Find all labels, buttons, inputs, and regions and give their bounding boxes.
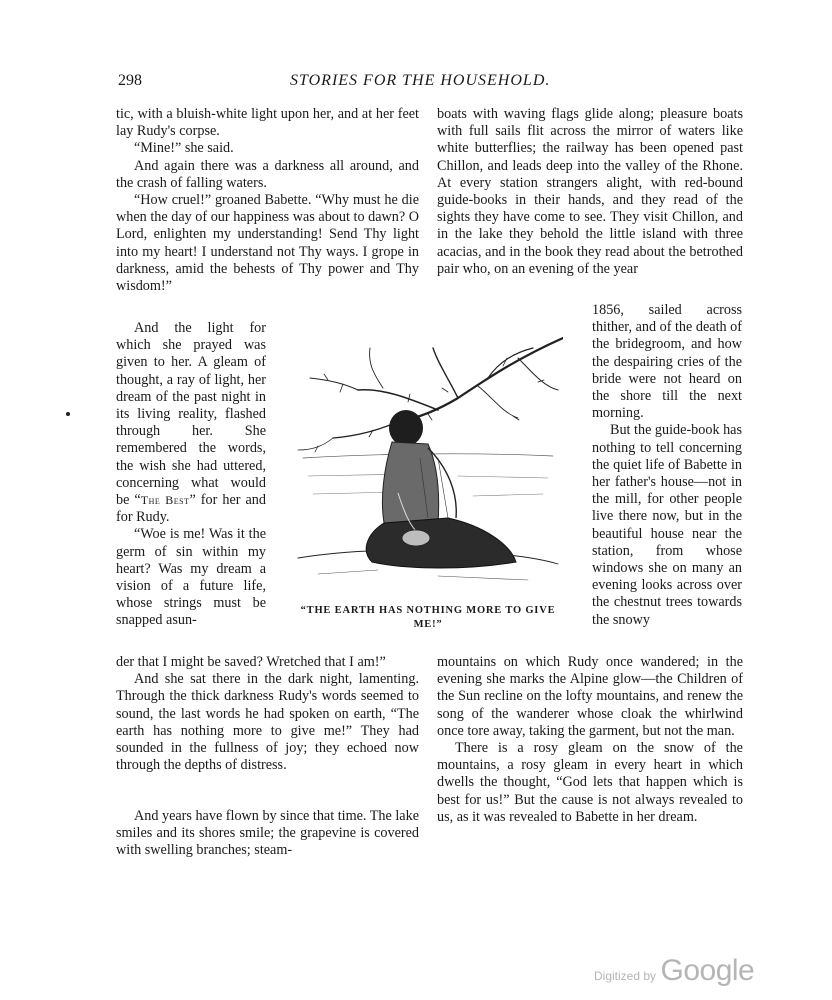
paragraph: boats with waving flags glide along; pleasure boats with full sails flit across the mirror of waters like white butterflies; the railway has been opened past Chillon, and leads deep into the valley of the Rhone. At every station strangers alight, with red-bound guide-books in their hands, and they read of the sights they have come to see. They visit Chillon, and in the lake they behold the little island with three acacias, and in the book they read about the betrothed pair who, on an evening of the year	[437, 106, 743, 277]
left-column-narrow	[116, 320, 266, 630]
left-column-bottom	[116, 654, 419, 774]
right-column-top	[437, 106, 743, 278]
illustration-caption: “THE EARTH HAS NOTHING MORE TO GIVE ME!”	[300, 605, 556, 630]
small-caps-text: The Best	[140, 493, 190, 508]
paragraph: And she sat there in the dark night, lamenting. Through the thick darkness Rudy's words seemed to sound, the last words he had spoken on earth, “The earth has nothing more to give me!” They had sounded in the fullness of joy; they echoed now through the depths of distress.	[116, 671, 419, 774]
google-logo: Google	[660, 954, 755, 987]
margin-speck	[66, 412, 70, 416]
paragraph-text: And the light for which she prayed was given to her. A gleam of thought, a ray of light, her dream of the past night in its living reality, flashed through her. She remembered the words, the wish she had uttered, concerning what would be “	[116, 320, 266, 509]
paragraph: tic, with a bluish-white light upon her, and at her feet lay Rudy's corpse.	[116, 106, 419, 140]
paragraph: der that I might be saved? Wretched that I am!”	[116, 654, 386, 670]
digitized-by-google-watermark	[594, 954, 754, 988]
paragraph: mountains on which Rudy once wandered; in the evening she marks the Alpine glow—the Children of the Sun recline on the lofty mountains, and renew the song of the wanderer whose cloak the whirlwind once tore away, taking the garment, but not the man.	[437, 654, 743, 739]
paragraph: And again there was a darkness all around, and the crash of falling waters.	[116, 157, 419, 191]
right-column-bottom	[437, 654, 743, 826]
paragraph: 1856, sailed across thither, and of the death of the bridegroom, and how the despairing cries of the bride were not heard on the shore till the next morning.	[592, 302, 742, 422]
watermark-prefix: Digitized by	[594, 969, 657, 983]
left-column-last	[116, 808, 419, 860]
paragraph: And years have flown by since that time. The lake smiles and its shores smile; the grapevine is covered with swelling branches; steam-	[116, 808, 419, 859]
page-number: 298	[118, 72, 142, 89]
paragraph: “Mine!” she said.	[134, 140, 234, 157]
paragraph: But the guide-book has nothing to tell concerning the quiet life of Babette in her father's house—not in the mill, for other people live there now, but in the beautiful house near the station, from whose windows she on many an evening looks across over the chestnut trees towards the snowy	[592, 422, 743, 628]
right-column-narrow	[592, 302, 742, 629]
illustration-kneeling-woman	[288, 318, 563, 603]
paragraph-text: ” for her and for Rudy.	[116, 492, 266, 526]
paragraph: “How cruel!” groaned Babette. “Why must he die when the day of our happiness was about to dawn? O Lord, enlighten my understanding! Send Thy light into my heart! I understand not Thy ways. I grope in darkness, amid the behests of Thy power and Thy wisdom!”	[116, 192, 419, 295]
running-head: STORIES FOR THE HOUSEHOLD.	[290, 72, 551, 89]
paragraph: “Woe is me! Was it the germ of sin within my heart? Was my dream a vision of a future life, whose strings must be snapped asun-	[116, 526, 266, 629]
left-column-top	[116, 106, 419, 295]
paragraph	[116, 320, 266, 526]
paragraph: There is a rosy gleam on the snow of the mountains, a rosy gleam in every heart in which dwells the thought, “God lets that happen which is best for us!” But the cause is not always revealed to us, as it was revealed to Babette in her dream.	[437, 740, 743, 825]
